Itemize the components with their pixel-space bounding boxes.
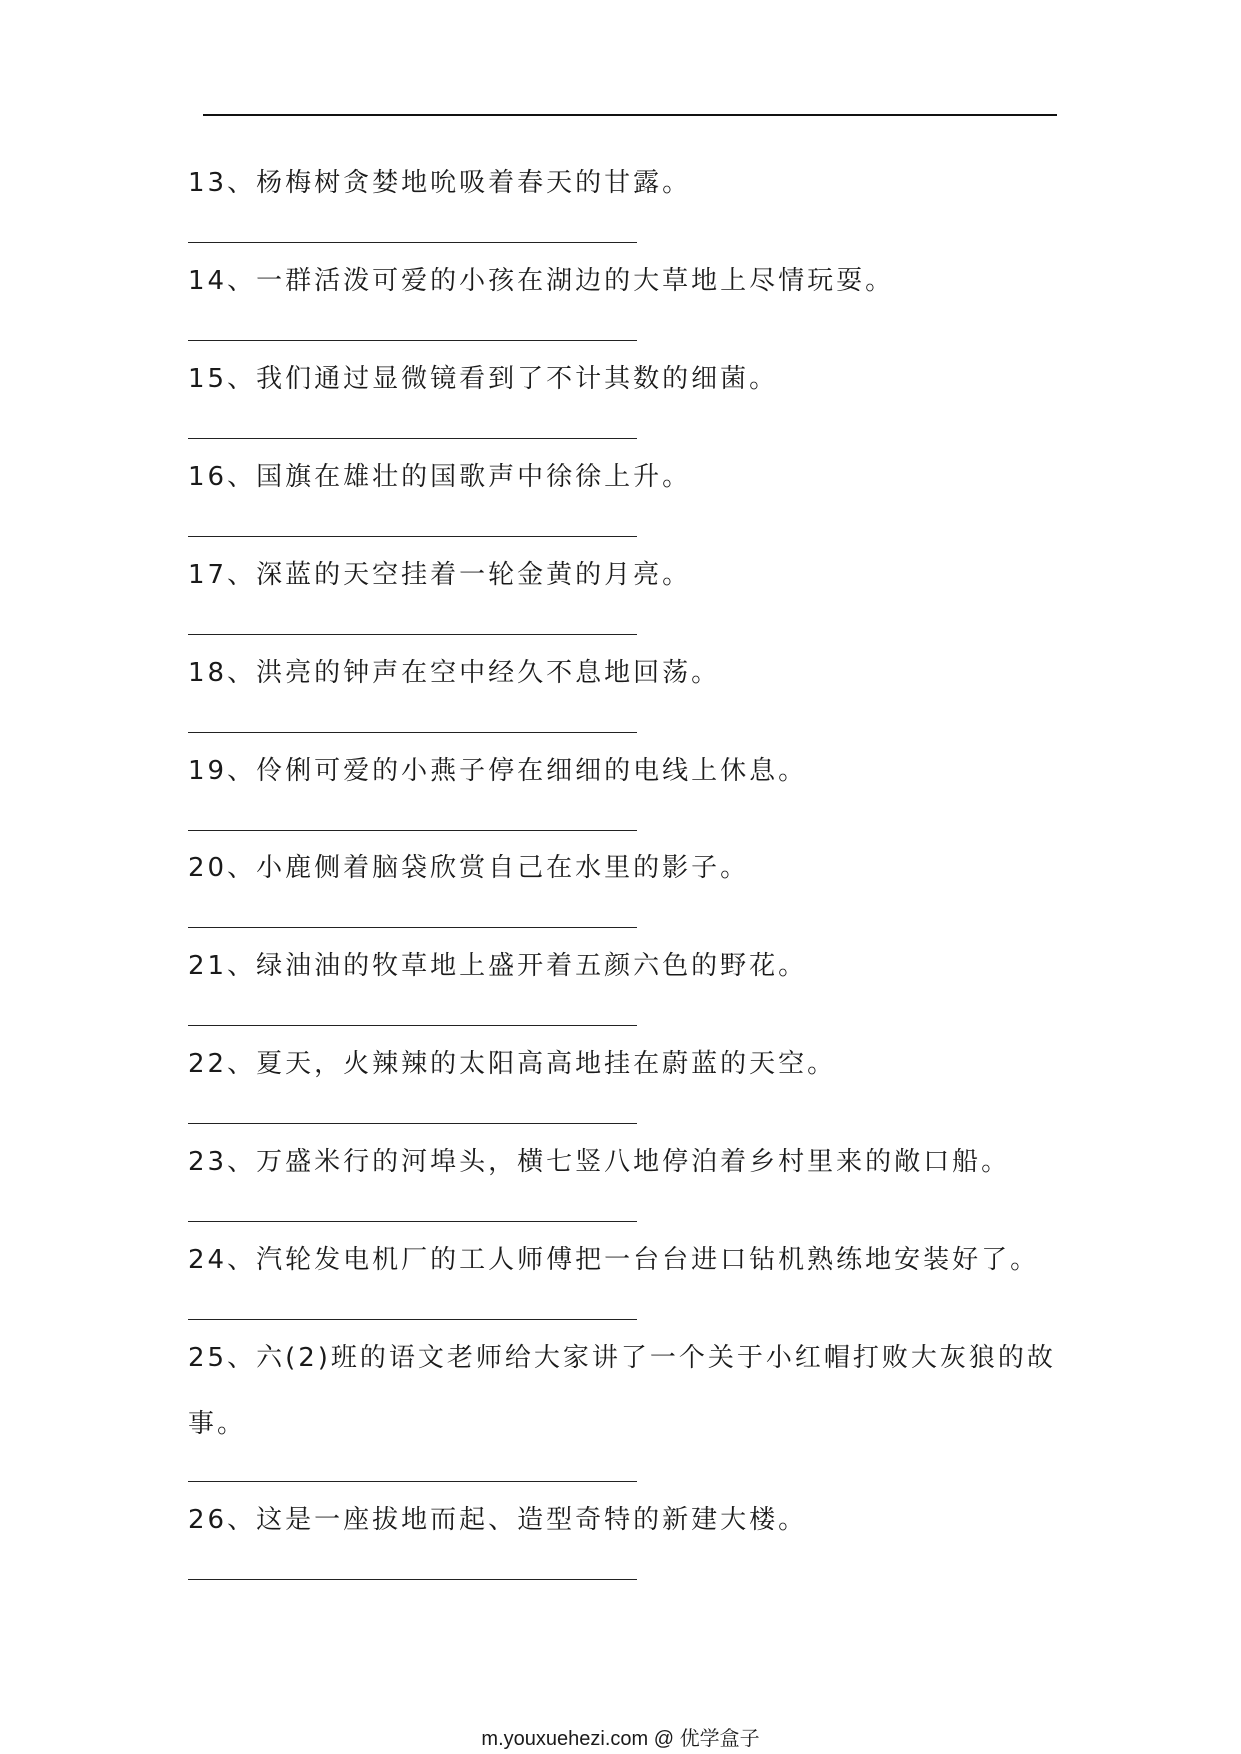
question-text: 24、汽轮发电机厂的工人师傅把一台台进口钻机熟练地安装好了。 — [188, 1245, 1040, 1275]
question-text: 15、我们通过显微镜看到了不计其数的细菌。 — [188, 364, 779, 394]
answer-line[interactable] — [188, 927, 637, 928]
question-text: 22、夏天，火辣辣的太阳高高地挂在蔚蓝的天空。 — [188, 1049, 837, 1079]
question-text: 14、一群活泼可爱的小孩在湖边的大草地上尽情玩耍。 — [188, 266, 895, 296]
question-text: 26、这是一座拔地而起、造型奇特的新建大楼。 — [188, 1505, 808, 1535]
answer-line[interactable] — [188, 1221, 637, 1222]
answer-line[interactable] — [188, 536, 637, 537]
question-text: 16、国旗在雄壮的国歌声中徐徐上升。 — [188, 462, 692, 492]
answer-line[interactable] — [188, 634, 637, 635]
question-text: 20、小鹿侧着脑袋欣赏自己在水里的影子。 — [188, 853, 750, 883]
answer-line[interactable] — [188, 732, 637, 733]
question-text: 13、杨梅树贪婪地吮吸着春天的甘露。 — [188, 168, 692, 198]
answer-line[interactable] — [188, 340, 637, 341]
question-text: 23、万盛米行的河埠头，横七竖八地停泊着乡村里来的敞口船。 — [188, 1147, 1011, 1177]
question-text: 17、深蓝的天空挂着一轮金黄的月亮。 — [188, 560, 692, 590]
answer-line[interactable] — [188, 1481, 637, 1482]
question-text: 18、洪亮的钟声在空中经久不息地回荡。 — [188, 658, 721, 688]
top-divider — [203, 114, 1057, 116]
question-text: 25、六(2)班的语文老师给大家讲了一个关于小红帽打败大灰狼的故事。 — [188, 1343, 1056, 1439]
answer-line[interactable] — [188, 242, 637, 243]
answer-line[interactable] — [188, 1319, 637, 1320]
answer-line[interactable] — [188, 1579, 637, 1580]
question-text: 19、伶俐可爱的小燕子停在细细的电线上休息。 — [188, 756, 808, 786]
question-text: 21、绿油油的牧草地上盛开着五颜六色的野花。 — [188, 951, 808, 981]
answer-line[interactable] — [188, 438, 637, 439]
answer-line[interactable] — [188, 1025, 637, 1026]
answer-line[interactable] — [188, 1123, 637, 1124]
answer-line[interactable] — [188, 830, 637, 831]
footer-watermark: m.youxuehezi.com @ 优学盒子 — [481, 1728, 760, 1750]
